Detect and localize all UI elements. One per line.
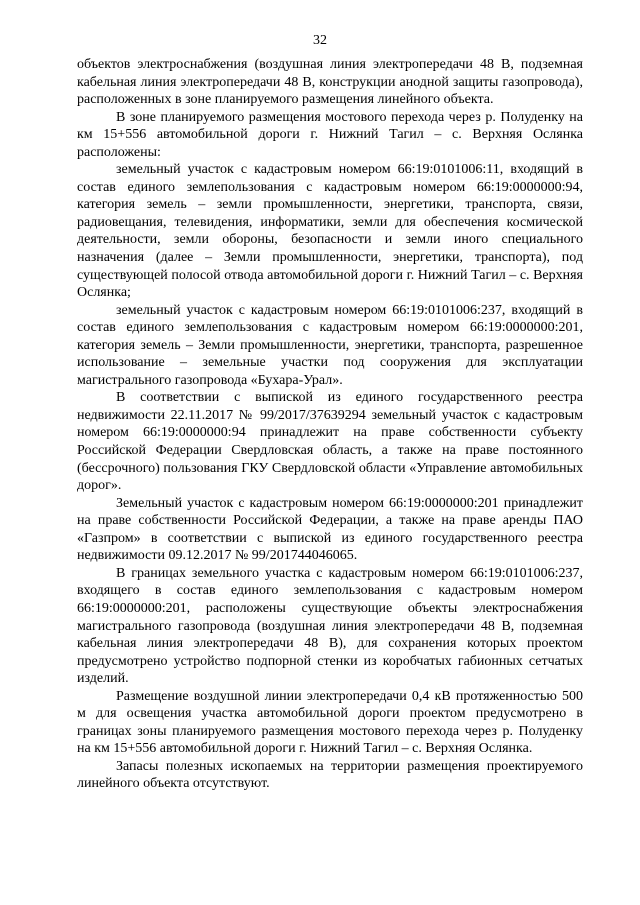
paragraph-zone-intro: В зоне планируемого размещения мостового перехода через р. Полуденку на км 15+556 автомобильной дороги г. Нижний Тагил – с. Верхняя Ослянка расположены: <box>77 109 583 160</box>
paragraph-continuation: объектов электроснабжения (воздушная линия электропередачи 48 В, подземная кабельная линия электропередачи 48 В, конструкции анодной защиты газопровода), расположенных в зоне планируемого размещения линейного объекта. <box>77 57 583 108</box>
paragraph-land-plot-237: земельный участок с кадастровым номером 66:19:0101006:237, входящий в состав единого землепользования с кадастровым номером 66:19:0000000:201, категория земель – Земли промышленности, энергетики, транспорта, разрешенное использование – земельные участки под сооружения для эксплуатации магистрального газопровода «Бухара-Урал». <box>77 302 583 388</box>
page-number: 32 <box>313 33 327 48</box>
paragraph-registry-201: Земельный участок с кадастровым номером 66:19:0000000:201 принадлежит на праве собственности Российской Федерации, а также на праве аренды ПАО «Газпром» в соответствии с выпиской из единого государственного реестра недвижимости 09.12.2017 № 99/201744046065. <box>77 495 583 564</box>
paragraph-registry-94: В соответствии с выпиской из единого государственного реестра недвижимости 22.11.2017 № 99/2017/37639294 земельный участок с кадастровым номером 66:19:0000000:94 принадлежит на праве собственности субъекту Российской Федерации Свердловская область, а также на праве постоянного (бессрочного) пользования ГКУ Свердловской области «Управление автомобильных дорог». <box>77 390 583 494</box>
paragraph-power-line: Размещение воздушной линии электропередачи 0,4 кВ протяженностью 500 м для освещения участка автомобильной дороги проектом предусмотрено в границах зоны планируемого размещения мостового перехода через р. Полуденку на км 15+556 автомобильной дороги г. Нижний Тагил – с. Верхняя Ослянка. <box>77 688 583 757</box>
document-body <box>77 56 583 793</box>
paragraph-land-plot-11: земельный участок с кадастровым номером 66:19:0101006:11, входящий в состав единого землепользования с кадастровым номером 66:19:0000000:94, категория земель – земли промышленности, энергетики, транспорта, связи, радиовещания, телевидения, информатики, земли для обеспечения космической деятельности, земли обороны, безопасности и земли иного специального назначения (далее – Земли промышленности, энергетики, транспорта), под существующей полосой отвода автомобильной дороги г. Нижний Тагил – с. Верхняя Ослянка; <box>77 162 583 301</box>
paragraph-mineral-reserves: Запасы полезных ископаемых на территории размещения проектируемого линейного объекта отсутствуют. <box>77 758 583 792</box>
paragraph-boundaries-237: В границах земельного участка с кадастровым номером 66:19:0101006:237, входящего в состав единого землепользования с кадастровым номером 66:19:0000000:201, расположены существующие объекты электроснабжения магистрального газопровода (воздушная линия электропередачи 48 В, подземная кабельная линия электропередачи 48 В), для сохранения которых проектом предусмотрено устройство подпорной стенки из коробчатых габионных сетчатых изделий. <box>77 565 583 687</box>
